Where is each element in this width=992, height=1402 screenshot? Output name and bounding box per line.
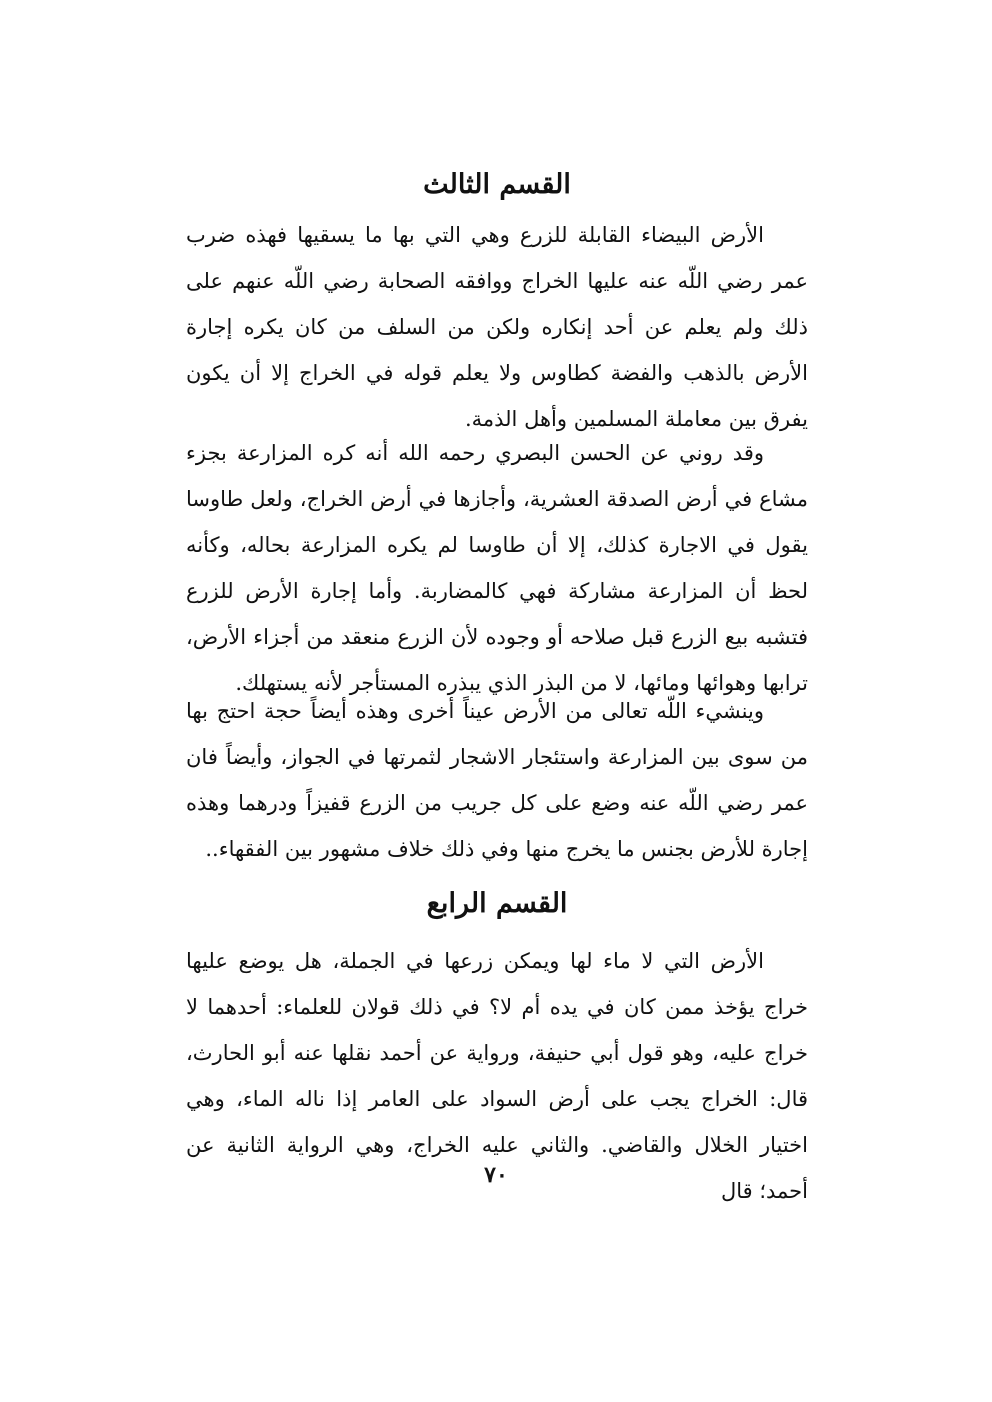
page-number: ٧٠ <box>484 1162 508 1188</box>
paragraph: وقد روني عن الحسن البصري رحمه الله أنه كره المزارعة بجزء مشاع في أرض الصدقة العشرية، وأجازها في أرض الخراج، ولعل طاوسا يقول في الاجارة كذلك، إلا أن طاوسا لم يكره المزارعة بحاله، وكأنه لحظ أن المزارعة مشاركة فهي كالمضاربة. وأما إجارة الأرض للزرع فتشبه بيع الزرع قبل صلاحه أو وجوده لأن الزرع منعقد من أجزاء الأرض، ترابها وهوائها ومائها، لا من البذر الذي يبذره المستأجر لأنه يستهلك. <box>186 441 808 695</box>
section-title-fourth: القسم الرابع <box>426 888 568 919</box>
paragraph: الأرض التي لا ماء لها ويمكن زرعها في الجملة، هل يوضع عليها خراج يؤخذ ممن كان في يده أم لا؟ في ذلك قولان للعلماء: أحدهما لا خراج عليه، وهو قول أبي حنيفة، ورواية عن أحمد نقلها عنه أبو الحارث، قال: الخراج يجب على أرض السواد على العامر إذا ناله الماء، وهي اختيار الخلال والقاضي. والثاني عليه الخراج، وهي الرواية الثانية عن أحمد؛ قال <box>186 949 808 1203</box>
paragraph: الأرض البيضاء القابلة للزرع وهي التي بها ما يسقيها فهذه ضرب عمر رضي اللّه عنه عليها الخراج ووافقه الصحابة رضي اللّه عنهم على ذلك ولم يعلم عن أحد إنكاره ولكن من السلف من كان يكره إجارة الأرض بالذهب والفضة كطاوس ولا يعلم قوله في الخراج إلا أن يكون يفرق بين معاملة المسلمين وأهل الذمة. <box>186 223 808 431</box>
paragraph-block <box>186 212 808 442</box>
section-title-third: القسم الثالث <box>423 169 571 200</box>
paragraph: وينشيء اللّه تعالى من الأرض عيناً أخرى وهذه أيضاً حجة احتج بها من سوى بين المزارعة واستئجار الاشجار لثمرتها في الجواز، وأيضاً فان عمر رضي اللّه عنه وضع على كل جريب من الزرع قفيزاً ودرهما وهذه إجارة للأرض بجنس ما يخرج منها وفي ذلك خلاف مشهور بين الفقهاء.. <box>186 699 808 861</box>
paragraph-block <box>186 688 808 872</box>
paragraph-block <box>186 430 808 706</box>
